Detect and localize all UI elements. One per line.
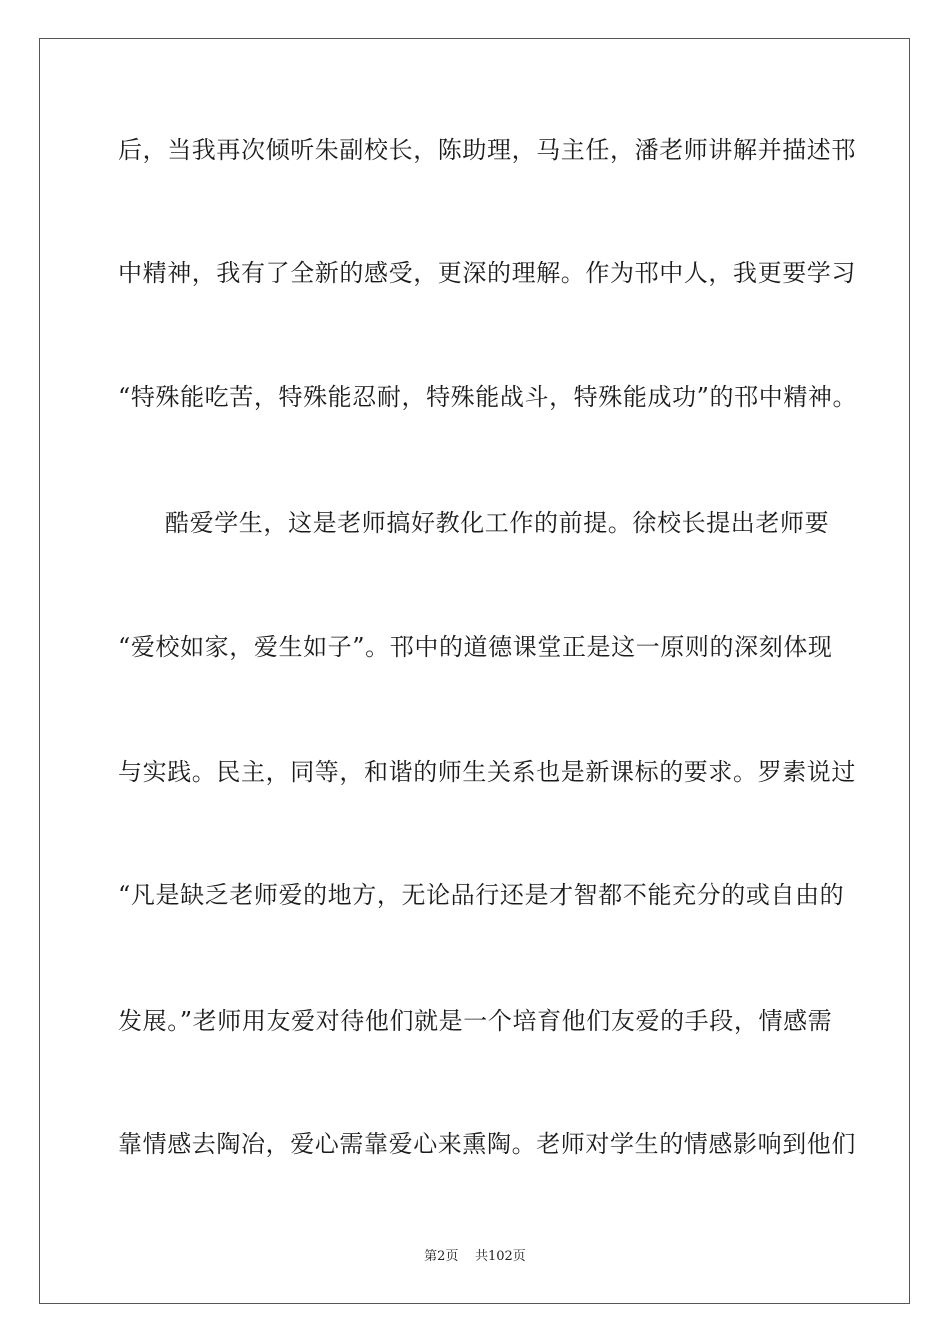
page-footer: [0, 1245, 950, 1264]
text-line: 中精神，我有了全新的感受，更深的理解。作为邗中人，我更要学习: [118, 259, 856, 287]
page-number: 第2页: [424, 1249, 459, 1264]
page-total: 共102页: [474, 1249, 526, 1264]
text-line: 发展。”老师用友爱对待他们就是一个培育他们友爱的手段，情感需: [118, 1007, 833, 1035]
page-frame: [39, 38, 910, 1304]
text-line: “爱校如家，爱生如子”。邗中的道德课堂正是这一原则的深刻体现: [118, 633, 833, 661]
text-line: “凡是缺乏老师爱的地方，无论品行还是才智都不能充分的或自由的: [118, 881, 845, 909]
text-line: 后，当我再次倾听朱副校长，陈助理，马主任，潘老师讲解并描述邗: [118, 136, 856, 164]
text-line: 靠情感去陶冶，爱心需靠爱心来熏陶。老师对学生的情感影响到他们: [118, 1130, 856, 1158]
text-line: “特殊能吃苦，特殊能忍耐，特殊能战斗，特殊能成功”的邗中精神。: [118, 383, 858, 411]
paragraph-first-line: 酷爱学生，这是老师搞好教化工作的前提。徐校长提出老师要: [165, 509, 830, 537]
text-line: 与实践。民主，同等，和谐的师生关系也是新课标的要求。罗素说过: [118, 758, 856, 786]
